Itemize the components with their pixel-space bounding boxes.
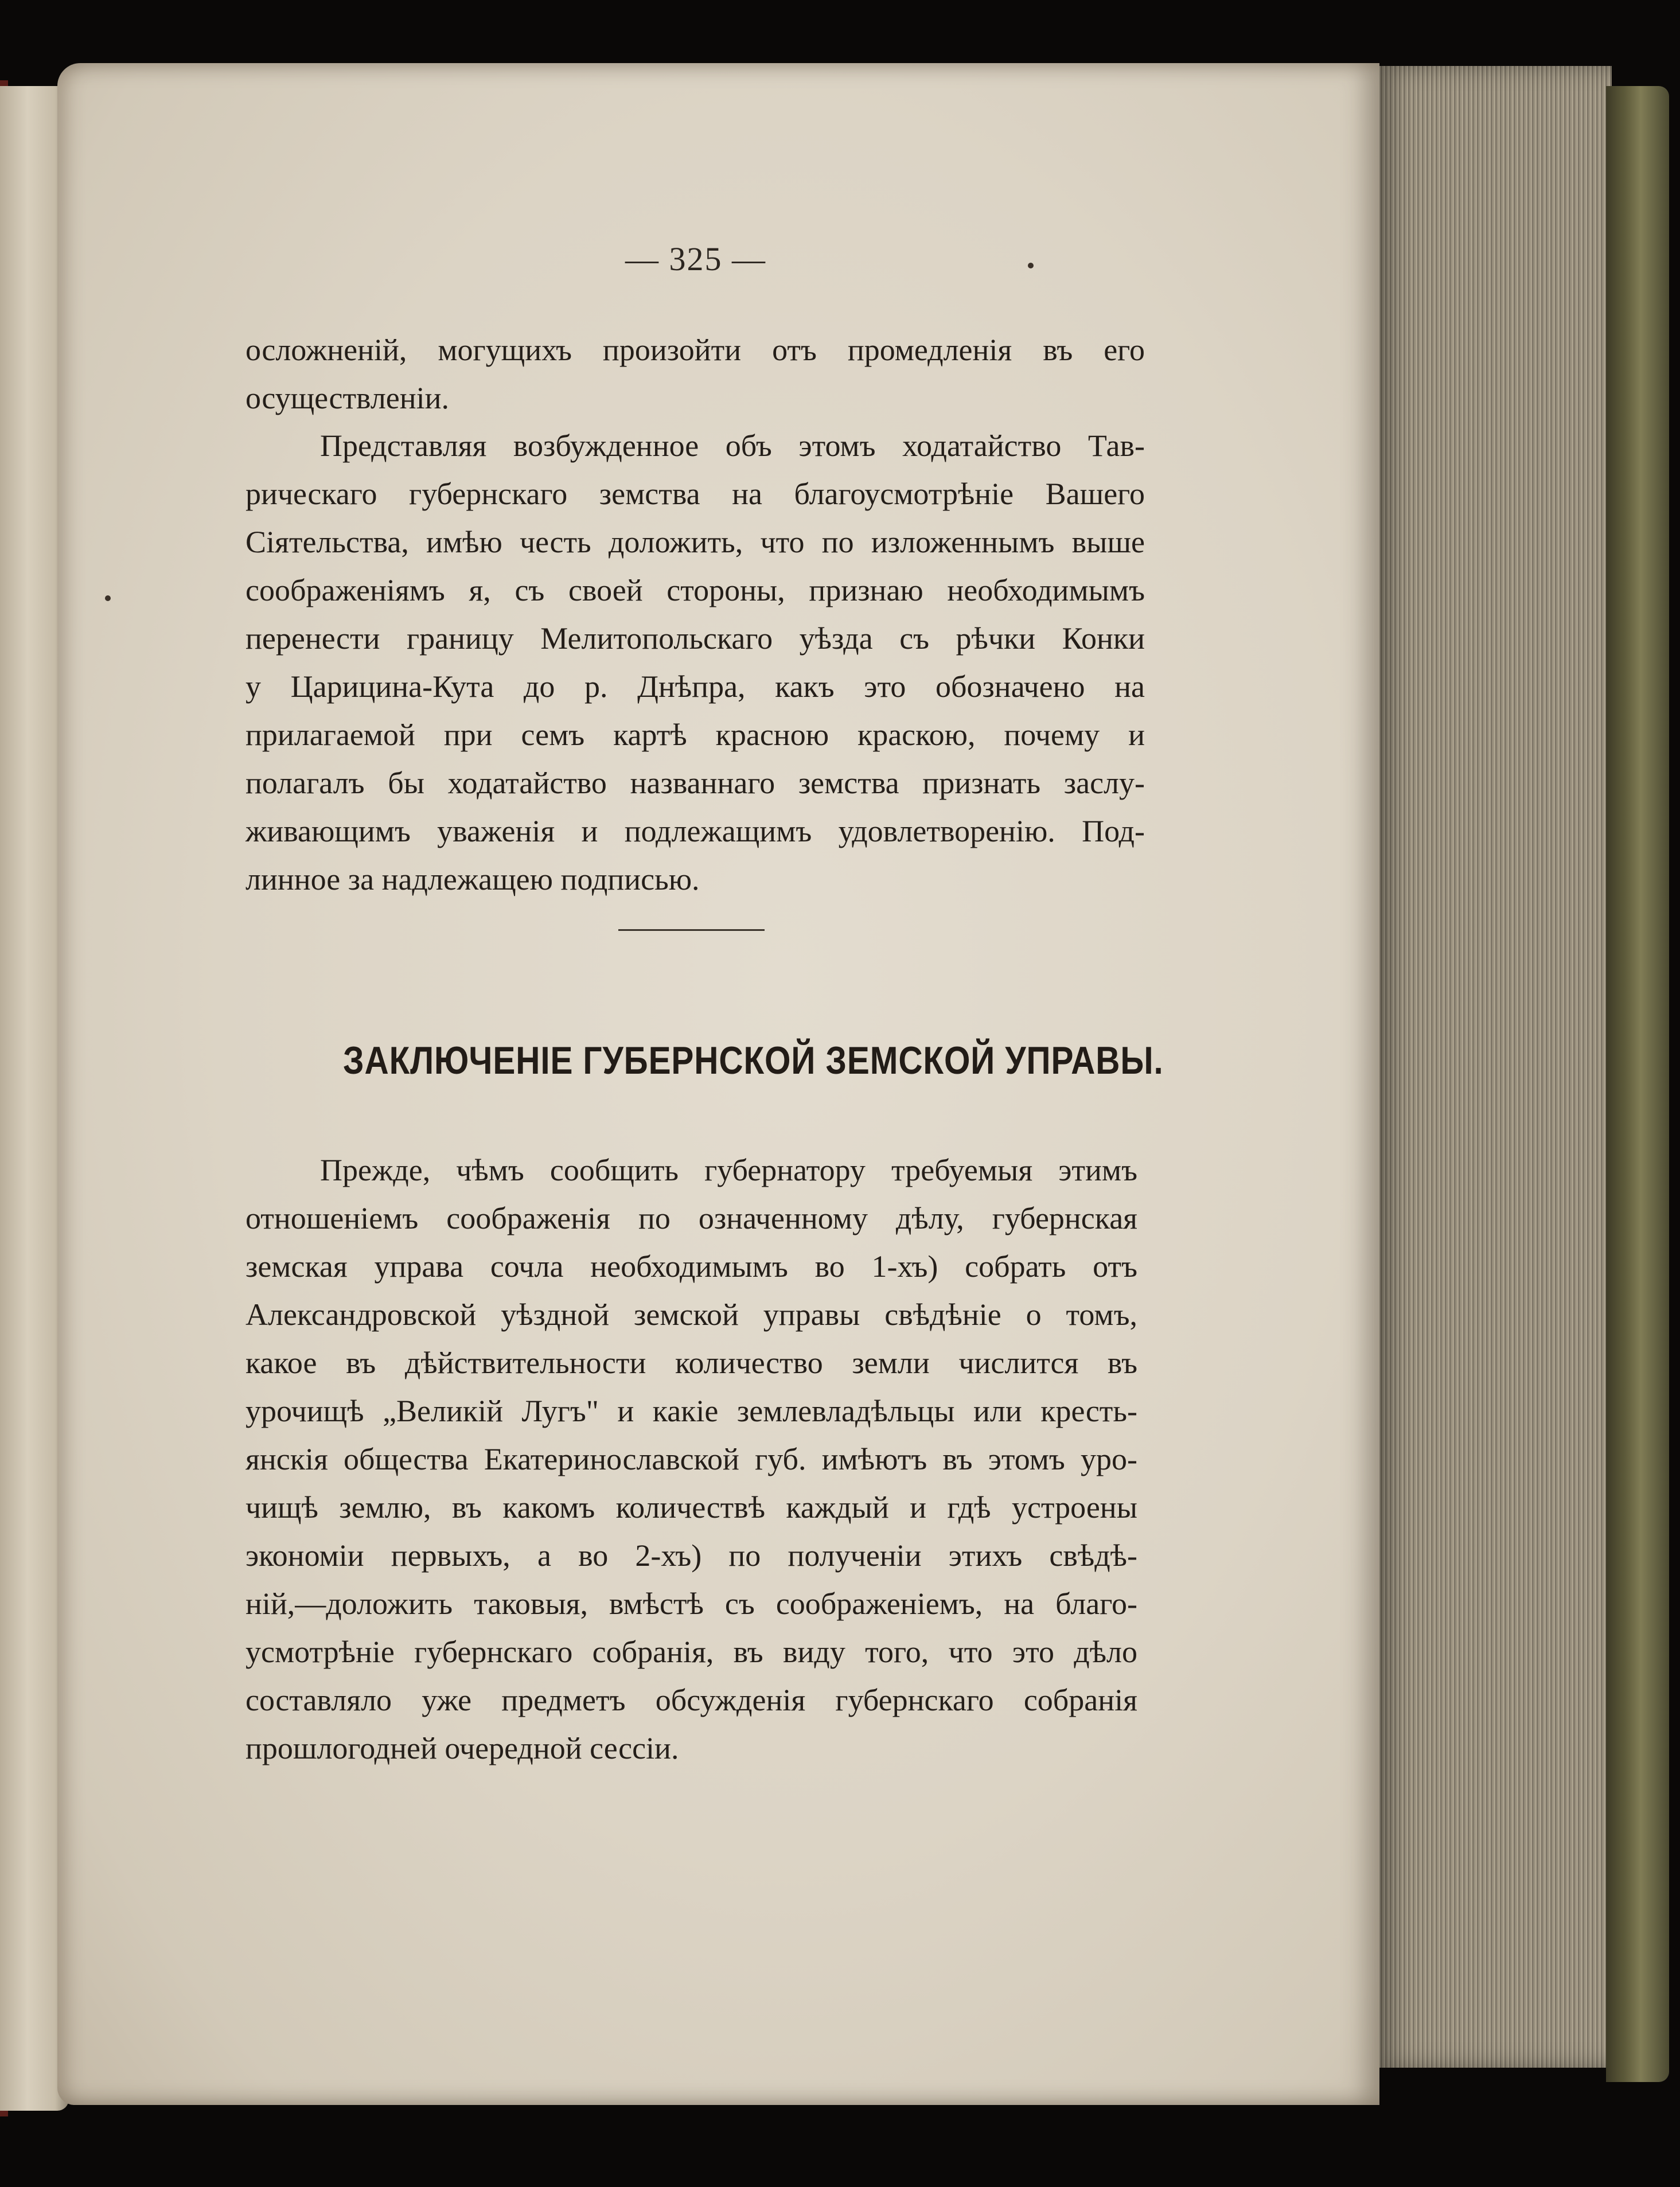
text-line: Прежде, чѣмъ сообщить губернатору требуемыя этимъ (320, 1153, 1137, 1187)
text-line: составляло уже предметъ обсужденія губернскаго собранія (245, 1683, 1137, 1717)
text-line: урочищѣ „Великій Лугъ" и какіе землевладѣльцы или кресть- (245, 1394, 1137, 1428)
text-line: усмотрѣніе губернскаго собранія, въ виду того, что это дѣло (245, 1635, 1137, 1669)
text-line: соображеніямъ я, съ своей стороны, признаю необходимымъ (245, 573, 1145, 607)
text-line: Представляя возбужденное объ этомъ ходатайство Тав- (320, 428, 1145, 463)
text-line: полагалъ бы ходатайство названнаго земства признать заслу- (245, 766, 1145, 800)
text-line: живающимъ уваженія и подлежащимъ удовлетворенію. Под- (245, 814, 1145, 848)
paper-speck (105, 595, 111, 601)
text-line: чищѣ землю, въ какомъ количествѣ каждый и гдѣ устроены (245, 1490, 1137, 1525)
text-line: янскія общества Екатеринославской губ. имѣютъ въ этомъ уро- (245, 1442, 1137, 1476)
text-line: осуществленіи. (245, 381, 450, 415)
page-number: — 325 — (625, 240, 766, 278)
text-line: земская управа сочла необходимымъ во 1-хъ) собрать отъ (245, 1249, 1137, 1284)
paragraph-1 (245, 326, 1145, 422)
text-line: прилагаемой при семъ картѣ красною краскою, почему и (245, 718, 1145, 752)
page-stack-edge (1374, 66, 1612, 2068)
text-line: у Царицина-Кута до р. Днѣпра, какъ это обозначено на (245, 669, 1145, 704)
text-line: Александровской уѣздной земской управы свѣдѣніе о томъ, (245, 1297, 1137, 1332)
text-line: ній,—доложить таковыя, вмѣстѣ съ соображеніемъ, на благо- (245, 1586, 1137, 1621)
section-heading: ЗАКЛЮЧЕНІЕ ГУБЕРНСКОЙ ЗЕМСКОЙ УПРАВЫ. (343, 1039, 1164, 1082)
text-line: линное за надлежащею подписью. (245, 862, 700, 896)
book-cover-right (1606, 86, 1669, 2082)
section-divider (618, 929, 765, 931)
text-line: какое въ дѣйствительности количество земли числится въ (245, 1346, 1137, 1380)
text-line: экономіи первыхъ, а во 2-хъ) по полученіи этихъ свѣдѣ- (245, 1538, 1137, 1573)
text-line: осложненій, могущихъ произойти отъ промедленія въ его (245, 333, 1145, 367)
paragraph-2 (245, 422, 1145, 903)
paper-speck (1028, 263, 1034, 268)
text-line: отношеніемъ соображенія по означенному дѣлу, губернская (245, 1201, 1137, 1235)
text-line: прошлогодней очередной сессіи. (245, 1731, 679, 1765)
text-line: рическаго губернскаго земства на благоусмотрѣніе Вашего (245, 477, 1145, 511)
text-line: перенести границу Мелитопольскаго уѣзда съ рѣчки Конки (245, 621, 1145, 656)
paragraph-3 (245, 1146, 1137, 1772)
text-line: Сіятельства, имѣю честь доложить, что по изложеннымъ выше (245, 525, 1145, 559)
